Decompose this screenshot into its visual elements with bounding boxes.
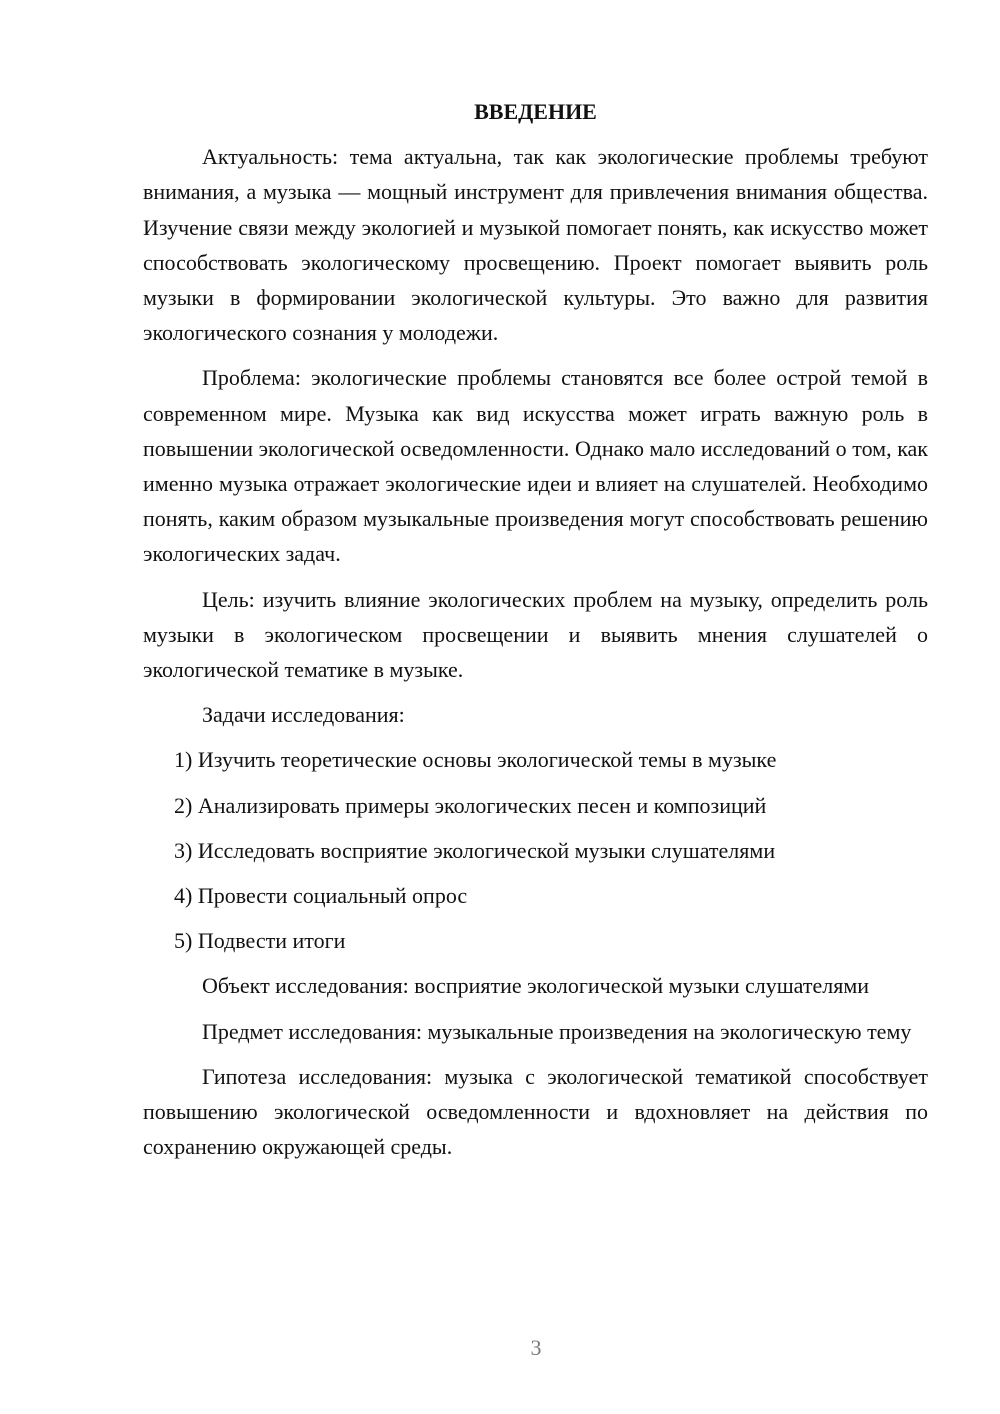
subject-paragraph: Предмет исследования: музыкальные произведения на экологическую тему [202,1018,912,1044]
list-item: 3) Исследовать восприятие экологической музыки слушателями [174,837,776,863]
object-paragraph: Объект исследования: восприятие экологической музыки слушателями [202,973,870,999]
tasks-list [143,742,928,958]
page-number: 3 [530,1335,542,1360]
list-item: 1) Изучить теоретические основы экологической темы в музыке [174,747,777,773]
problem-paragraph: Проблема: экологические проблемы становятся все более острой темой в современном мире. Музыка как вид искусства может играть важную роль в повышении экологической осведомленности. Однако мало исследований о том, как именно музыка отражает экологические идеи и влияет на слушателей. Необходимо понять, каким образом музыкальные произведения могут способствовать решению экологических задач. [143,365,928,567]
hypothesis-paragraph: Гипотеза исследования: музыка с экологической тематикой способствует повышению экологической осведомленности и вдохновляет на действия по сохранению окружающей среды. [143,1063,928,1160]
relevance-paragraph: Актуальность: тема актуальна, так как экологические проблемы требуют внимания, а музыка — мощный инструмент для привлечения внимания общества. Изучение связи между экологией и музыкой помогает понять, как искусство может способствовать экологическому просвещению. Проект помогает выявить роль музыки в формировании экологической культуры. Это важно для развития экологического сознания у молодежи. [143,144,928,346]
page-title: ВВЕДЕНИЕ [474,99,597,124]
list-item: 5) Подвести итоги [174,928,346,954]
list-item: 2) Анализировать примеры экологических песен и композиций [174,792,767,818]
tasks-heading: Задачи исследования: [202,702,405,728]
list-item: 4) Провести социальный опрос [174,883,468,909]
document-body [143,94,928,1174]
goal-paragraph: Цель: изучить влияние экологических проблем на музыку, определить роль музыки в экологическом просвещении и выявить мнения слушателей о экологической тематике в музыке. [143,586,928,683]
